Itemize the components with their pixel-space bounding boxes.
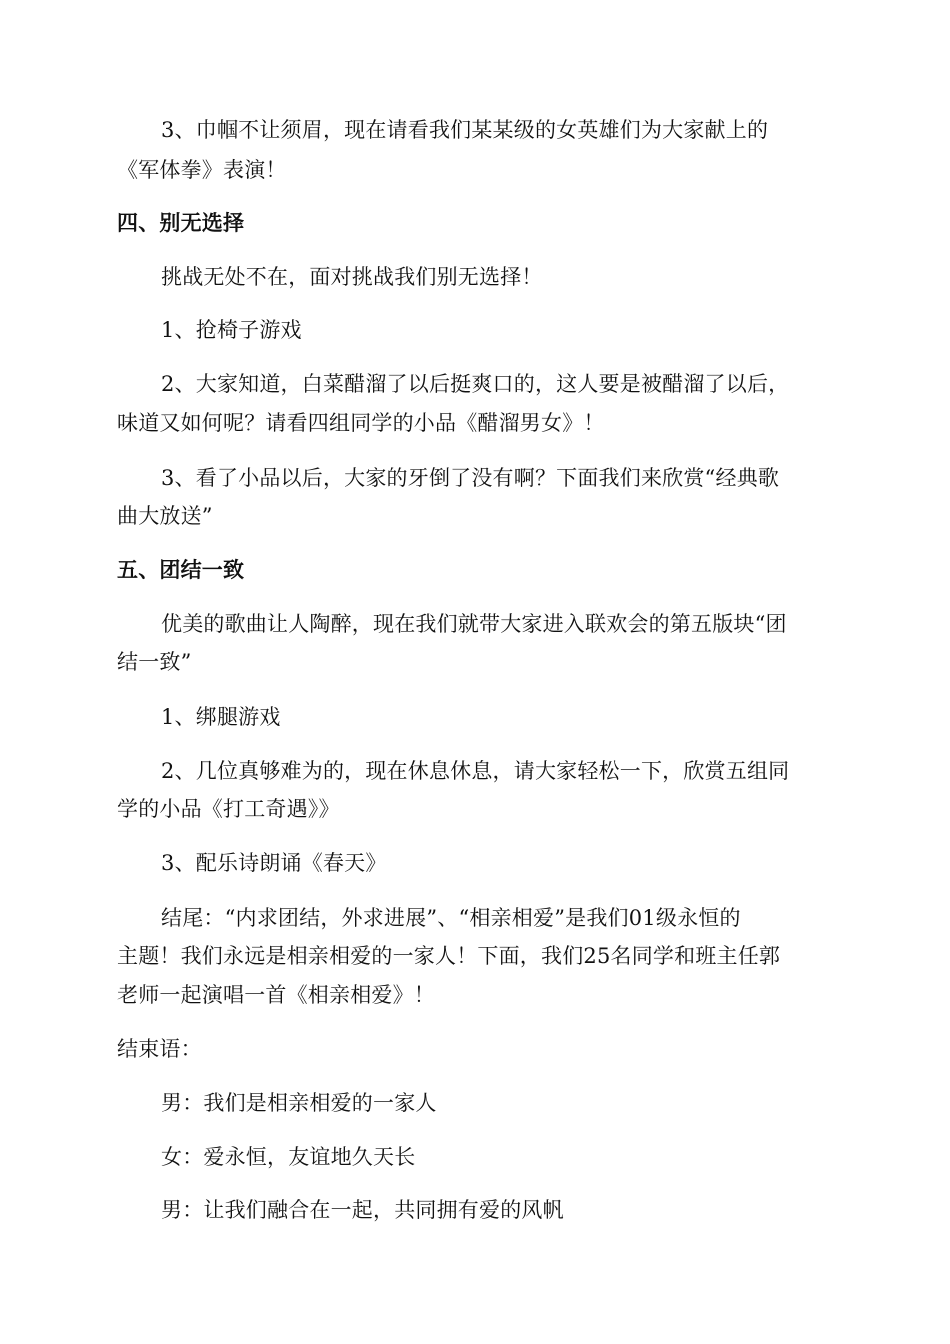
dialogue-line: 女：爱永恒，友谊地久天长	[161, 1145, 416, 1169]
paragraph-line: 挑战无处不在，面对挑战我们别无选择！	[161, 265, 543, 289]
paragraph-line: 味道又如何呢？请看四组同学的小品《醋溜男女》！	[117, 411, 605, 435]
paragraph-line: 2、几位真够难为的，现在休息休息，请大家轻松一下，欣赏五组同	[161, 759, 790, 783]
paragraph-line: 老师一起演唱一首《相亲相爱》！	[117, 983, 435, 1007]
dialogue-line: 男：我们是相亲相爱的一家人	[161, 1091, 437, 1115]
list-item: 3、配乐诗朗诵《春天》	[161, 851, 387, 875]
section-heading: 五、团结一致	[117, 558, 245, 582]
paragraph-line: 结一致”	[117, 650, 192, 674]
list-item: 1、抢椅子游戏	[161, 318, 302, 342]
paragraph-line: 《军体拳》表演！	[117, 158, 287, 182]
list-item: 1、绑腿游戏	[161, 705, 281, 729]
paragraph-line: 3、巾帼不让须眉，现在请看我们某某级的女英雄们为大家献上的	[161, 118, 769, 142]
dialogue-line: 男：让我们融合在一起，共同拥有爱的风帆	[161, 1198, 564, 1222]
paragraph-line: 2、大家知道，白菜醋溜了以后挺爽口的，这人要是被醋溜了以后，	[161, 372, 790, 396]
paragraph-line: 曲大放送”	[117, 504, 213, 528]
paragraph-line: 结尾：“内求团结，外求进展”、“相亲相爱”是我们01级永恒的	[161, 906, 741, 930]
paragraph-line: 3、看了小品以后，大家的牙倒了没有啊？下面我们来欣赏“经典歌	[161, 466, 780, 490]
paragraph-line: 学的小品《打工奇遇》》	[117, 797, 340, 821]
paragraph-line: 主题！我们永远是相亲相爱的一家人！下面，我们25名同学和班主任郭	[117, 944, 781, 968]
paragraph-line: 优美的歌曲让人陶醉，现在我们就带大家进入联欢会的第五版块“团	[161, 612, 787, 636]
paragraph-line: 结束语：	[117, 1037, 202, 1061]
section-heading: 四、别无选择	[117, 211, 245, 235]
